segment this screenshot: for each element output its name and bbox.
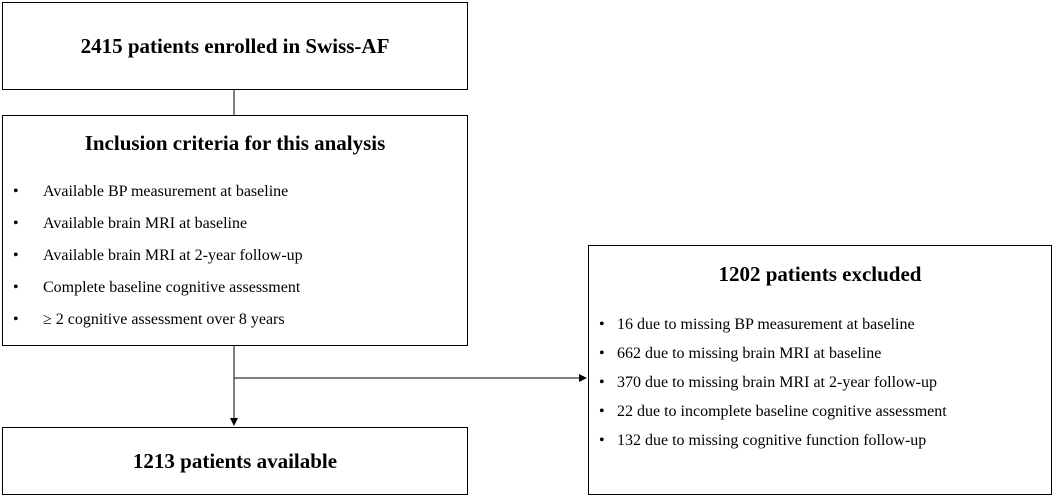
available-title: 1213 patients available (132, 448, 338, 473)
criterion-item (13, 246, 303, 265)
bullet-icon: • (599, 403, 605, 420)
available-box (2, 427, 468, 495)
bullet-icon: • (599, 374, 605, 391)
criterion-item (13, 310, 303, 329)
inclusion-criteria-title: Inclusion criteria for this analysis (84, 131, 386, 155)
criterion-text: Available brain MRI at 2-year follow-up (43, 247, 303, 264)
criterion-item (13, 278, 303, 297)
bullet-icon: • (13, 311, 19, 328)
exclusion-text: 16 due to missing BP measurement at baseline (617, 316, 915, 333)
excluded-box (588, 245, 1052, 495)
criterion-text: ≥ 2 cognitive assessment over 8 years (43, 311, 285, 328)
exclusion-text: 22 due to incomplete baseline cognitive assessment (617, 403, 947, 420)
criterion-item (13, 182, 303, 201)
exclusion-reasons-list (599, 315, 947, 460)
enrolled-title: 2415 patients enrolled in Swiss-AF (80, 33, 390, 58)
exclusion-text: 370 due to missing brain MRI at 2-year follow-up (617, 374, 937, 391)
bullet-icon: • (13, 279, 19, 296)
exclusion-item (599, 431, 947, 450)
criterion-text: Complete baseline cognitive assessment (43, 279, 301, 296)
exclusion-item (599, 373, 947, 392)
criterion-text: Available BP measurement at baseline (43, 183, 289, 200)
exclusion-text: 132 due to missing cognitive function follow-up (617, 432, 927, 449)
bullet-icon: • (599, 432, 605, 449)
exclusion-item (599, 315, 947, 334)
criterion-item (13, 214, 303, 233)
bullet-icon: • (13, 183, 19, 200)
bullet-icon: • (13, 247, 19, 264)
bullet-icon: • (13, 215, 19, 232)
exclusion-item (599, 344, 947, 363)
bullet-icon: • (599, 316, 605, 333)
enrolled-box (2, 2, 468, 90)
inclusion-criteria-box (2, 115, 468, 346)
exclusion-item (599, 402, 947, 421)
excluded-title: 1202 patients excluded (718, 262, 922, 286)
inclusion-criteria-list (13, 182, 303, 342)
criterion-text: Available brain MRI at baseline (43, 215, 248, 232)
bullet-icon: • (599, 345, 605, 362)
exclusion-text: 662 due to missing brain MRI at baseline (617, 345, 882, 362)
